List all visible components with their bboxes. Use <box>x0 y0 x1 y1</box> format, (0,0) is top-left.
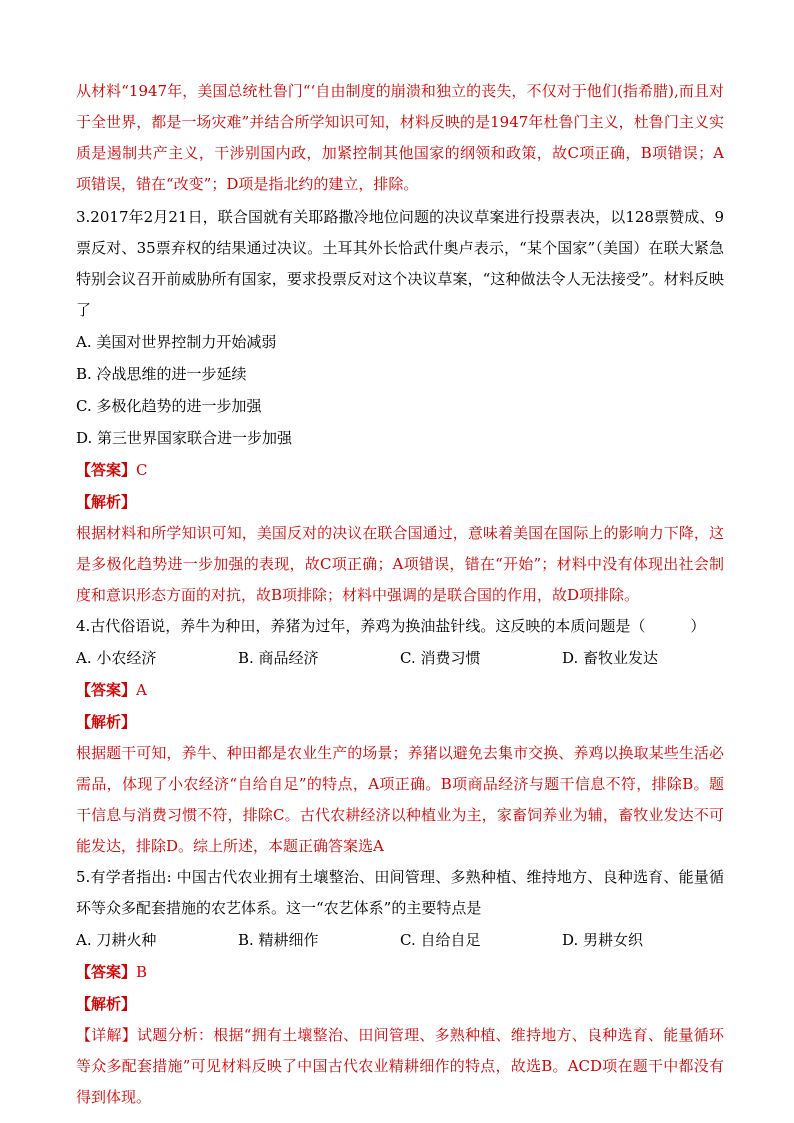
q4-stem: 4.古代俗语说，养牛为种田，养猪为过年，养鸡为换油盐针线。这反映的本质问题是（ ） <box>76 617 706 635</box>
q3-analysis-label: 【解析】 <box>76 493 137 511</box>
q5-analysis-label: 【解析】 <box>76 995 137 1013</box>
q5-answer <box>76 956 724 988</box>
q5-option-a: A. 刀耕火种 <box>76 931 157 949</box>
q4-option-b: B. 商品经济 <box>238 649 319 667</box>
q4-analysis: 根据题干可知，养牛、种田都是农业生产的场景；养猪以避免去集市交换、养鸡以换取某些生活必需品，体现了小农经济“自给自足”的特点，A项正确。B项商品经济与题干信息不符，排除B。题干信息与消费习惯不符，排除C。古代农耕经济以种植业为主，家畜饲养业为辅，畜牧业发达不可能发达，排除D。综上所述，本题正确答案选A <box>76 744 724 855</box>
answer-value: B <box>136 963 148 981</box>
answer-value: C <box>136 461 148 479</box>
q4-option-c: C. 消费习惯 <box>400 649 481 667</box>
q4-options <box>76 642 724 674</box>
answer-label: 【答案】 <box>76 963 137 981</box>
q5-options <box>76 924 724 956</box>
q2-explanation: 从材料“1947年，美国总统杜鲁门“‘自由制度的崩溃和独立的丧失，不仅对于他们(指希腊),而且对于全世界，都是一场灾难”并结合所学知识可知，材料反映的是1947年杜鲁门主义，杜鲁门主义实质是遏制共产主义，干涉别国内政，加紧控制其他国家的纲领和政策，故C项正确，B项错误；A项错误，错在“改变”；D项是指北约的建立，排除。 <box>76 82 724 193</box>
q5-option-b: B. 精耕细作 <box>238 931 319 949</box>
q5-option-d: D. 男耕女织 <box>562 931 644 949</box>
q3-option-a: A. 美国对世界控制力开始减弱 <box>76 333 277 351</box>
answer-value: A <box>136 681 147 699</box>
q4-option-d: D. 畜牧业发达 <box>562 649 659 667</box>
q3-option-d: D. 第三世界国家联合进一步加强 <box>76 429 293 447</box>
q3-analysis: 根据材料和所学知识可知，美国反对的决议在联合国通过，意味着美国在国际上的影响力下降，这是多极化趋势进一步加强的表现，故C项正确；A项错误，错在“开始”；材料中没有体现出社会制度和意识形态方面的对抗，故B项排除；材料中强调的是联合国的作用，故D项排除。 <box>76 524 724 604</box>
q4-answer <box>76 674 724 706</box>
q3-option-c: C. 多极化趋势的进一步加强 <box>76 397 262 415</box>
answer-label: 【答案】 <box>76 461 137 479</box>
q5-stem: 5.有学者指出: 中国古代农业拥有土壤整治、田间管理、多熟种植、维持地方、良种选育、能量循环等众多配套措施的农艺体系。这一“农艺体系”的主要特点是 <box>76 868 724 917</box>
q3-option-b: B. 冷战思维的进一步延续 <box>76 365 247 383</box>
q4-option-a: A. 小农经济 <box>76 649 157 667</box>
q5-option-c: C. 自给自足 <box>400 931 481 949</box>
q3-stem: 3.2017年2月21日，联合国就有关耶路撒冷地位问题的决议草案进行投票表决，以128票赞成、9票反对、35票弃权的结果通过决议。土耳其外长恰武什奥卢表示，“某个国家”（美国）在联大紧急特别会议召开前威胁所有国家，要求投票反对这个决议草案，“这种做法令人无法接受”。材料反映了 <box>76 208 724 319</box>
q4-analysis-label: 【解析】 <box>76 713 137 731</box>
q5-detail: 【详解】试题分析：根据“拥有土壤整治、田间管理、多熟种植、维持地方、良种选育、能量循环等众多配套措施”可见材料反映了中国古代农业精耕细作的特点，故选B。ACD项在题干中都没有得到体现。 <box>76 1026 724 1106</box>
page-content <box>76 76 724 1113</box>
q3-answer <box>76 454 724 486</box>
answer-label: 【答案】 <box>76 681 137 699</box>
